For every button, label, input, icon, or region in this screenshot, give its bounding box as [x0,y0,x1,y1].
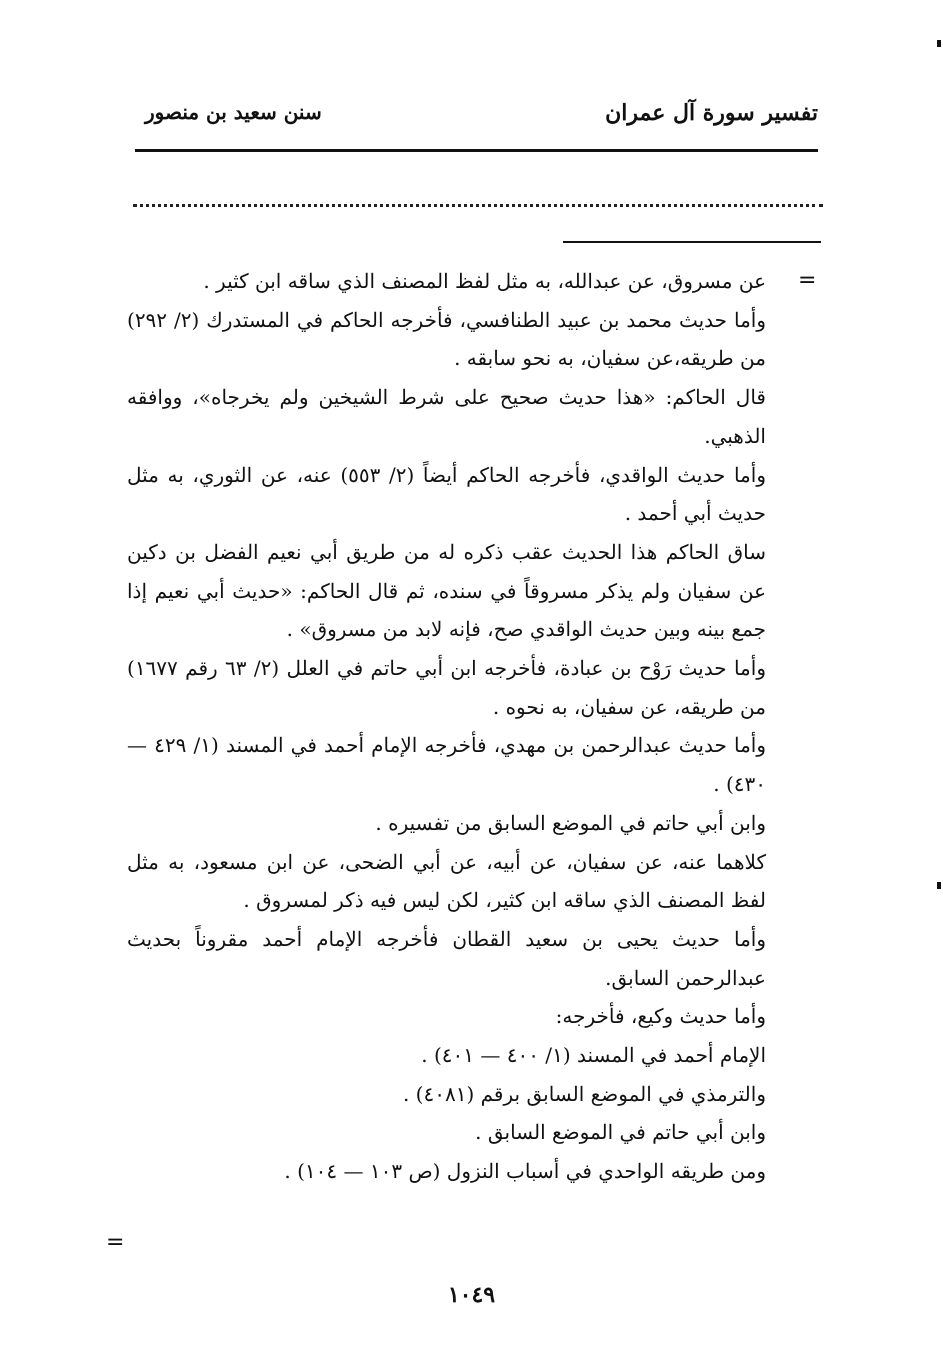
footnote-paragraph: وأما حديث وكيع، فأخرجه: [555,1004,766,1029]
footnote-paragraph: وابن أبي حاتم في الموضع السابق من تفسيره . [375,810,766,835]
dotted-separator [133,204,823,207]
footnote-paragraph: والترمذي في الموضع السابق برقم (٤٠٨١) . [402,1081,766,1106]
footnote-paragraph: ساق الحاكم هذا الحديث عقب ذكره له من طريق أبي نعيم الفضل بن دكين عن سفيان ولم يذكر مسروقاً في سنده، ثم قال الحاكم: «حديث أبي نعيم إذا جمع بينه وبين حديث الواقدي صح، فإنه لابد من مسروق» . [127,539,766,642]
footnote-paragraph: وأما حديث رَوْح بن عبادة، فأخرجه ابن أبي حاتم في العلل (٢/ ٦٣ رقم ١٦٧٧) من طريقه، عن سفيان، به نحوه . [127,656,766,719]
continuation-mark-top: = [798,268,817,293]
footnote-paragraph: وأما حديث عبدالرحمن بن مهدي، فأخرجه الإمام أحمد في المسند (١/ ٤٢٩ — ٤٣٠) . [127,733,767,797]
footnote-paragraph: الإمام أحمد في المسند (١/ ٤٠٠ — ٤٠١) . [421,1043,766,1068]
running-header [135,100,818,140]
footnote-paragraph: كلاهما عنه، عن سفيان، عن أبيه، عن أبي الضحى، عن ابن مسعود، به مثل لفظ المصنف الذي ساقه ابن كثير، لكن ليس فيه ذكر لمسروق . [127,849,766,913]
continuation-mark-bottom: = [106,1230,125,1255]
footnote-paragraph: وابن أبي حاتم في الموضع السابق . [475,1120,766,1145]
footnote-paragraph: وأما حديث محمد بن عبيد الطنافسي، فأخرجه الحاكم في المستدرك (٢/ ٢٩٢) من طريقه،عن سفيان، به نحو سابقه . [127,307,766,371]
footnote-paragraph: قال الحاكم: «هذا حديث صحيح على شرط الشيخين ولم يخرجاه»، ووافقه الذهبي. [127,385,766,448]
footnote-paragraph: وأما حديث الواقدي، فأخرجه الحاكم أيضاً (٢/ ٥٥٣) عنه، عن الثوري، به مثل حديث أبي أحمد . [127,462,766,526]
chapter-title: تفسير سورة آل عمران [605,100,818,126]
footnote-paragraph: ومن طريقه الواحدي في أسباب النزول (ص ١٠٣ — ١٠٤) . [284,1159,766,1184]
margin-mark [937,40,941,47]
page-number: ١٠٤٩ [447,1282,496,1308]
header-rule [135,149,818,152]
footnote-paragraph: وأما حديث يحيى بن سعيد القطان فأخرجه الإمام أحمد مقروناً بحديث عبدالرحمن السابق. [127,926,766,990]
footnote-rule [563,241,821,243]
margin-mark [937,882,941,889]
book-title: سنن سعيد بن منصور [145,100,322,124]
footnote-paragraph: عن مسروق، عن عبدالله، به مثل لفظ المصنف الذي ساقه ابن كثير . [203,269,766,293]
footnote-body [127,262,766,1191]
